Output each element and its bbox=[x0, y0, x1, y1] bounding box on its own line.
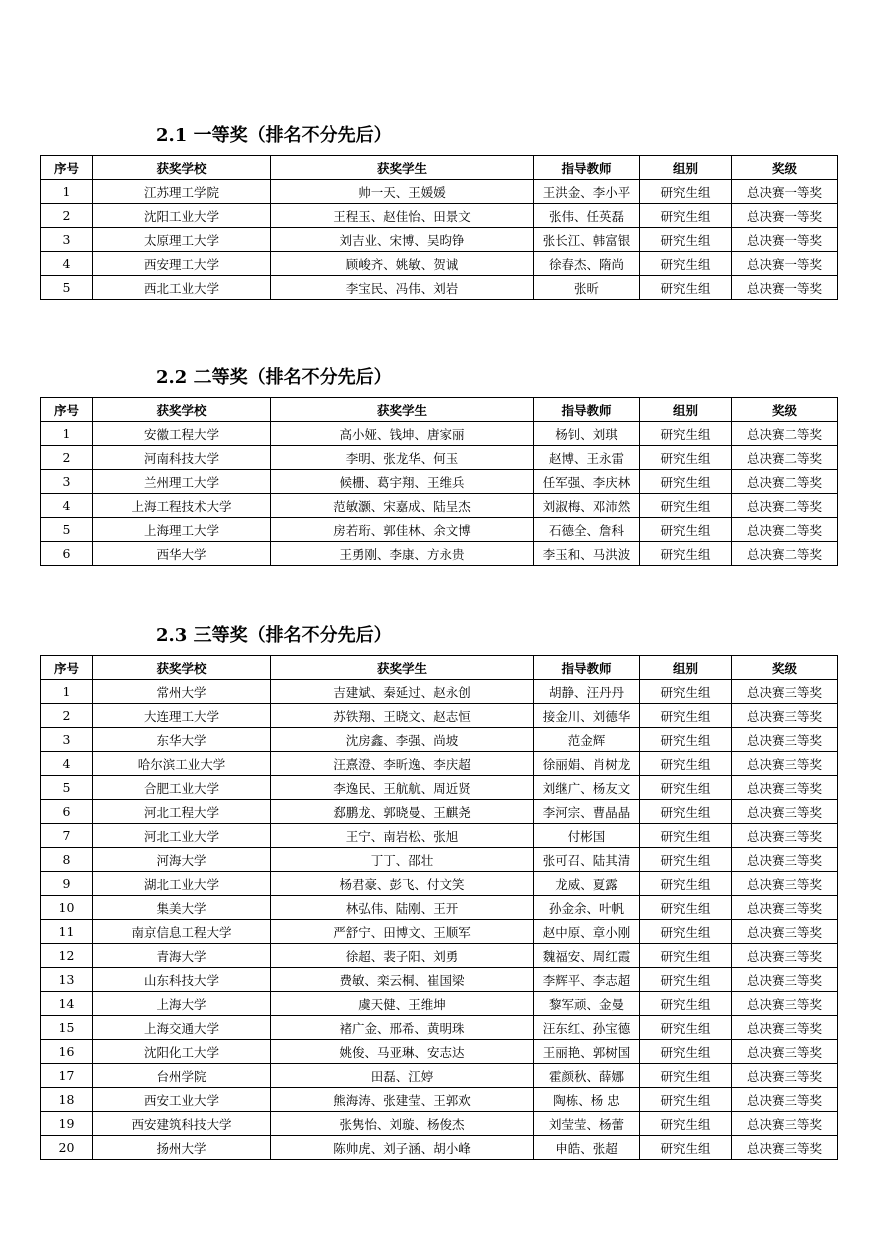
cell-group: 研究生组 bbox=[640, 252, 732, 276]
cell-seq: 2 bbox=[41, 704, 93, 728]
table-row bbox=[41, 896, 838, 920]
cell-group: 研究生组 bbox=[640, 1016, 732, 1040]
cell-advisors: 任军强、李庆林 bbox=[534, 470, 640, 494]
cell-school: 哈尔滨工业大学 bbox=[93, 752, 271, 776]
cell-advisors: 赵中原、章小刚 bbox=[534, 920, 640, 944]
cell-students: 郄鹏龙、郭晓曼、王麒尧 bbox=[271, 800, 534, 824]
table-header-row bbox=[41, 156, 838, 180]
cell-group: 研究生组 bbox=[640, 1040, 732, 1064]
cell-school: 河南科技大学 bbox=[93, 446, 271, 470]
table-row bbox=[41, 180, 838, 204]
cell-advisors: 付彬国 bbox=[534, 824, 640, 848]
table-row bbox=[41, 680, 838, 704]
cell-school: 上海工程技术大学 bbox=[93, 494, 271, 518]
table-row bbox=[41, 728, 838, 752]
column-header-students: 获奖学生 bbox=[271, 156, 534, 180]
cell-students: 李明、张龙华、何玉 bbox=[271, 446, 534, 470]
cell-students: 房若珩、郭佳林、余文博 bbox=[271, 518, 534, 542]
cell-advisors: 王洪金、李小平 bbox=[534, 180, 640, 204]
cell-advisors: 张可召、陆其清 bbox=[534, 848, 640, 872]
cell-school: 河北工业大学 bbox=[93, 824, 271, 848]
cell-award: 总决赛三等奖 bbox=[732, 728, 838, 752]
cell-students: 汪熹澄、李昕逸、李庆超 bbox=[271, 752, 534, 776]
column-header-students: 获奖学生 bbox=[271, 398, 534, 422]
cell-school: 安徽工程大学 bbox=[93, 422, 271, 446]
cell-group: 研究生组 bbox=[640, 542, 732, 566]
cell-advisors: 徐丽娟、肖树龙 bbox=[534, 752, 640, 776]
table-row bbox=[41, 776, 838, 800]
cell-group: 研究生组 bbox=[640, 968, 732, 992]
cell-award: 总决赛一等奖 bbox=[732, 276, 838, 300]
cell-seq: 14 bbox=[41, 992, 93, 1016]
cell-students: 沈房鑫、李强、尚坡 bbox=[271, 728, 534, 752]
cell-award: 总决赛三等奖 bbox=[732, 920, 838, 944]
cell-students: 严舒宁、田博文、王顺军 bbox=[271, 920, 534, 944]
cell-seq: 3 bbox=[41, 228, 93, 252]
cell-award: 总决赛三等奖 bbox=[732, 752, 838, 776]
cell-students: 候栅、葛宇翔、王维兵 bbox=[271, 470, 534, 494]
table-row bbox=[41, 944, 838, 968]
cell-group: 研究生组 bbox=[640, 704, 732, 728]
cell-group: 研究生组 bbox=[640, 752, 732, 776]
cell-seq: 7 bbox=[41, 824, 93, 848]
section-title: 2.3 三等奖（排名不分先后） bbox=[156, 625, 392, 646]
cell-advisors: 范金辉 bbox=[534, 728, 640, 752]
cell-advisors: 汪东红、孙宝德 bbox=[534, 1016, 640, 1040]
cell-seq: 2 bbox=[41, 204, 93, 228]
cell-advisors: 刘莹莹、杨蕾 bbox=[534, 1112, 640, 1136]
cell-advisors: 徐春杰、隋尚 bbox=[534, 252, 640, 276]
cell-award: 总决赛三等奖 bbox=[732, 968, 838, 992]
cell-seq: 4 bbox=[41, 252, 93, 276]
cell-award: 总决赛二等奖 bbox=[732, 542, 838, 566]
cell-students: 张隽怡、刘璇、杨俊杰 bbox=[271, 1112, 534, 1136]
cell-group: 研究生组 bbox=[640, 992, 732, 1016]
cell-students: 吉建斌、秦延过、赵永创 bbox=[271, 680, 534, 704]
table-row bbox=[41, 992, 838, 1016]
cell-award: 总决赛一等奖 bbox=[732, 204, 838, 228]
award-table bbox=[40, 655, 838, 1160]
cell-seq: 18 bbox=[41, 1088, 93, 1112]
cell-students: 刘吉业、宋博、吴昀铮 bbox=[271, 228, 534, 252]
cell-seq: 8 bbox=[41, 848, 93, 872]
cell-students: 苏铁翔、王晓文、赵志恒 bbox=[271, 704, 534, 728]
cell-group: 研究生组 bbox=[640, 872, 732, 896]
cell-advisors: 申皓、张超 bbox=[534, 1136, 640, 1160]
table-row bbox=[41, 1136, 838, 1160]
cell-advisors: 张昕 bbox=[534, 276, 640, 300]
table-row bbox=[41, 920, 838, 944]
cell-students: 褚广金、邢希、黄明珠 bbox=[271, 1016, 534, 1040]
cell-advisors: 李玉和、马洪波 bbox=[534, 542, 640, 566]
cell-group: 研究生组 bbox=[640, 204, 732, 228]
cell-school: 湖北工业大学 bbox=[93, 872, 271, 896]
cell-seq: 9 bbox=[41, 872, 93, 896]
table-header-row bbox=[41, 656, 838, 680]
award-table bbox=[40, 397, 838, 566]
cell-students: 高小娅、钱坤、唐家丽 bbox=[271, 422, 534, 446]
cell-students: 丁丁、邵壮 bbox=[271, 848, 534, 872]
table-row bbox=[41, 1040, 838, 1064]
table-row bbox=[41, 422, 838, 446]
column-header-advisors: 指导教师 bbox=[534, 398, 640, 422]
cell-seq: 3 bbox=[41, 470, 93, 494]
section-title: 2.2 二等奖（排名不分先后） bbox=[156, 367, 392, 388]
cell-advisors: 刘继广、杨友文 bbox=[534, 776, 640, 800]
cell-advisors: 张长江、韩富银 bbox=[534, 228, 640, 252]
table-row bbox=[41, 204, 838, 228]
cell-group: 研究生组 bbox=[640, 1112, 732, 1136]
cell-group: 研究生组 bbox=[640, 728, 732, 752]
table-row bbox=[41, 542, 838, 566]
cell-advisors: 霍颜秋、薛娜 bbox=[534, 1064, 640, 1088]
cell-group: 研究生组 bbox=[640, 470, 732, 494]
column-header-school: 获奖学校 bbox=[93, 398, 271, 422]
cell-students: 王勇刚、李康、方永贵 bbox=[271, 542, 534, 566]
cell-award: 总决赛二等奖 bbox=[732, 422, 838, 446]
cell-advisors: 龙威、夏露 bbox=[534, 872, 640, 896]
cell-seq: 1 bbox=[41, 422, 93, 446]
cell-award: 总决赛二等奖 bbox=[732, 518, 838, 542]
cell-school: 南京信息工程大学 bbox=[93, 920, 271, 944]
cell-advisors: 杨钊、刘琪 bbox=[534, 422, 640, 446]
column-header-students: 获奖学生 bbox=[271, 656, 534, 680]
table-row bbox=[41, 872, 838, 896]
cell-group: 研究生组 bbox=[640, 518, 732, 542]
cell-group: 研究生组 bbox=[640, 800, 732, 824]
cell-students: 姚俊、马亚琳、安志达 bbox=[271, 1040, 534, 1064]
cell-seq: 6 bbox=[41, 800, 93, 824]
cell-school: 西北工业大学 bbox=[93, 276, 271, 300]
cell-school: 兰州理工大学 bbox=[93, 470, 271, 494]
cell-students: 熊海涛、张建莹、王郭欢 bbox=[271, 1088, 534, 1112]
cell-group: 研究生组 bbox=[640, 276, 732, 300]
cell-award: 总决赛三等奖 bbox=[732, 1016, 838, 1040]
cell-seq: 1 bbox=[41, 180, 93, 204]
table-header-row bbox=[41, 398, 838, 422]
cell-group: 研究生组 bbox=[640, 446, 732, 470]
cell-group: 研究生组 bbox=[640, 494, 732, 518]
cell-award: 总决赛三等奖 bbox=[732, 776, 838, 800]
cell-award: 总决赛三等奖 bbox=[732, 944, 838, 968]
cell-advisors: 黎军顽、金曼 bbox=[534, 992, 640, 1016]
cell-group: 研究生组 bbox=[640, 422, 732, 446]
cell-seq: 17 bbox=[41, 1064, 93, 1088]
table-row bbox=[41, 276, 838, 300]
cell-students: 范敏灏、宋嘉成、陆呈杰 bbox=[271, 494, 534, 518]
cell-award: 总决赛三等奖 bbox=[732, 1136, 838, 1160]
column-header-award: 奖级 bbox=[732, 156, 838, 180]
cell-advisors: 刘淑梅、邓沛然 bbox=[534, 494, 640, 518]
cell-school: 河北工程大学 bbox=[93, 800, 271, 824]
cell-award: 总决赛一等奖 bbox=[732, 252, 838, 276]
column-header-school: 获奖学校 bbox=[93, 656, 271, 680]
column-header-group: 组别 bbox=[640, 398, 732, 422]
cell-school: 扬州大学 bbox=[93, 1136, 271, 1160]
cell-seq: 15 bbox=[41, 1016, 93, 1040]
table-row bbox=[41, 446, 838, 470]
column-header-seq: 序号 bbox=[41, 156, 93, 180]
cell-students: 李逸民、王航航、周近贤 bbox=[271, 776, 534, 800]
table-row bbox=[41, 252, 838, 276]
table-row bbox=[41, 968, 838, 992]
cell-award: 总决赛三等奖 bbox=[732, 872, 838, 896]
cell-award: 总决赛三等奖 bbox=[732, 704, 838, 728]
column-header-seq: 序号 bbox=[41, 398, 93, 422]
cell-school: 沈阳工业大学 bbox=[93, 204, 271, 228]
cell-school: 上海理工大学 bbox=[93, 518, 271, 542]
table-row bbox=[41, 824, 838, 848]
section-title: 2.1 一等奖（排名不分先后） bbox=[156, 125, 392, 146]
table-row bbox=[41, 704, 838, 728]
cell-award: 总决赛三等奖 bbox=[732, 824, 838, 848]
cell-school: 大连理工大学 bbox=[93, 704, 271, 728]
cell-advisors: 赵博、王永雷 bbox=[534, 446, 640, 470]
cell-award: 总决赛一等奖 bbox=[732, 180, 838, 204]
cell-group: 研究生组 bbox=[640, 1088, 732, 1112]
cell-school: 青海大学 bbox=[93, 944, 271, 968]
table-row bbox=[41, 1064, 838, 1088]
cell-award: 总决赛二等奖 bbox=[732, 446, 838, 470]
table-row bbox=[41, 752, 838, 776]
cell-award: 总决赛二等奖 bbox=[732, 494, 838, 518]
cell-advisors: 李河宗、曹晶晶 bbox=[534, 800, 640, 824]
cell-group: 研究生组 bbox=[640, 944, 732, 968]
column-header-advisors: 指导教师 bbox=[534, 656, 640, 680]
cell-school: 西安建筑科技大学 bbox=[93, 1112, 271, 1136]
cell-advisors: 魏福安、周红霞 bbox=[534, 944, 640, 968]
cell-school: 山东科技大学 bbox=[93, 968, 271, 992]
cell-advisors: 孙金余、叶帆 bbox=[534, 896, 640, 920]
cell-advisors: 王丽艳、郭树国 bbox=[534, 1040, 640, 1064]
column-header-award: 奖级 bbox=[732, 398, 838, 422]
cell-school: 东华大学 bbox=[93, 728, 271, 752]
table-row bbox=[41, 1088, 838, 1112]
cell-seq: 10 bbox=[41, 896, 93, 920]
cell-award: 总决赛三等奖 bbox=[732, 1040, 838, 1064]
table-row bbox=[41, 228, 838, 252]
table-row bbox=[41, 800, 838, 824]
cell-award: 总决赛三等奖 bbox=[732, 896, 838, 920]
column-header-award: 奖级 bbox=[732, 656, 838, 680]
cell-group: 研究生组 bbox=[640, 920, 732, 944]
cell-students: 田磊、江婷 bbox=[271, 1064, 534, 1088]
cell-school: 太原理工大学 bbox=[93, 228, 271, 252]
cell-group: 研究生组 bbox=[640, 896, 732, 920]
cell-advisors: 胡静、汪丹丹 bbox=[534, 680, 640, 704]
cell-seq: 5 bbox=[41, 518, 93, 542]
table-row bbox=[41, 1016, 838, 1040]
cell-students: 李宝民、冯伟、刘岩 bbox=[271, 276, 534, 300]
cell-school: 沈阳化工大学 bbox=[93, 1040, 271, 1064]
cell-seq: 5 bbox=[41, 276, 93, 300]
cell-seq: 20 bbox=[41, 1136, 93, 1160]
column-header-advisors: 指导教师 bbox=[534, 156, 640, 180]
cell-seq: 4 bbox=[41, 752, 93, 776]
cell-seq: 11 bbox=[41, 920, 93, 944]
column-header-group: 组别 bbox=[640, 656, 732, 680]
cell-school: 台州学院 bbox=[93, 1064, 271, 1088]
cell-seq: 19 bbox=[41, 1112, 93, 1136]
cell-school: 合肥工业大学 bbox=[93, 776, 271, 800]
table-row bbox=[41, 470, 838, 494]
table-row bbox=[41, 518, 838, 542]
cell-students: 王宁、南岩松、张旭 bbox=[271, 824, 534, 848]
cell-students: 费敏、栾云桐、崔国梁 bbox=[271, 968, 534, 992]
cell-group: 研究生组 bbox=[640, 1064, 732, 1088]
section-third-prize bbox=[40, 617, 837, 1160]
cell-students: 顾峻齐、姚敏、贺诚 bbox=[271, 252, 534, 276]
section-first-prize bbox=[40, 117, 837, 300]
cell-seq: 2 bbox=[41, 446, 93, 470]
cell-students: 王程玉、赵佳怡、田景文 bbox=[271, 204, 534, 228]
column-header-group: 组别 bbox=[640, 156, 732, 180]
cell-seq: 3 bbox=[41, 728, 93, 752]
cell-advisors: 接金川、刘德华 bbox=[534, 704, 640, 728]
cell-group: 研究生组 bbox=[640, 1136, 732, 1160]
cell-school: 常州大学 bbox=[93, 680, 271, 704]
cell-advisors: 陶栋、杨 忠 bbox=[534, 1088, 640, 1112]
cell-school: 上海交通大学 bbox=[93, 1016, 271, 1040]
cell-group: 研究生组 bbox=[640, 848, 732, 872]
table-row bbox=[41, 848, 838, 872]
cell-group: 研究生组 bbox=[640, 824, 732, 848]
cell-award: 总决赛三等奖 bbox=[732, 1064, 838, 1088]
cell-seq: 5 bbox=[41, 776, 93, 800]
cell-students: 虞天健、王维坤 bbox=[271, 992, 534, 1016]
section-second-prize bbox=[40, 359, 837, 566]
cell-group: 研究生组 bbox=[640, 180, 732, 204]
award-table bbox=[40, 155, 838, 300]
cell-seq: 4 bbox=[41, 494, 93, 518]
cell-students: 林弘伟、陆刚、王开 bbox=[271, 896, 534, 920]
cell-award: 总决赛三等奖 bbox=[732, 800, 838, 824]
cell-group: 研究生组 bbox=[640, 228, 732, 252]
cell-award: 总决赛三等奖 bbox=[732, 848, 838, 872]
cell-advisors: 张伟、任英磊 bbox=[534, 204, 640, 228]
cell-award: 总决赛一等奖 bbox=[732, 228, 838, 252]
cell-school: 江苏理工学院 bbox=[93, 180, 271, 204]
cell-school: 西华大学 bbox=[93, 542, 271, 566]
cell-school: 集美大学 bbox=[93, 896, 271, 920]
cell-award: 总决赛三等奖 bbox=[732, 992, 838, 1016]
column-header-school: 获奖学校 bbox=[93, 156, 271, 180]
cell-school: 西安理工大学 bbox=[93, 252, 271, 276]
cell-seq: 1 bbox=[41, 680, 93, 704]
cell-school: 上海大学 bbox=[93, 992, 271, 1016]
cell-school: 河海大学 bbox=[93, 848, 271, 872]
cell-seq: 13 bbox=[41, 968, 93, 992]
cell-award: 总决赛三等奖 bbox=[732, 1088, 838, 1112]
cell-students: 陈帅虎、刘子涵、胡小峰 bbox=[271, 1136, 534, 1160]
table-row bbox=[41, 494, 838, 518]
cell-advisors: 石德全、詹科 bbox=[534, 518, 640, 542]
cell-advisors: 李辉平、李志超 bbox=[534, 968, 640, 992]
cell-group: 研究生组 bbox=[640, 776, 732, 800]
cell-seq: 12 bbox=[41, 944, 93, 968]
column-header-seq: 序号 bbox=[41, 656, 93, 680]
cell-group: 研究生组 bbox=[640, 680, 732, 704]
table-row bbox=[41, 1112, 838, 1136]
cell-award: 总决赛三等奖 bbox=[732, 680, 838, 704]
cell-school: 西安工业大学 bbox=[93, 1088, 271, 1112]
cell-award: 总决赛二等奖 bbox=[732, 470, 838, 494]
cell-students: 杨君豪、彭飞、付文笑 bbox=[271, 872, 534, 896]
cell-award: 总决赛三等奖 bbox=[732, 1112, 838, 1136]
cell-students: 帅一天、王媛媛 bbox=[271, 180, 534, 204]
cell-seq: 16 bbox=[41, 1040, 93, 1064]
cell-seq: 6 bbox=[41, 542, 93, 566]
cell-students: 徐超、裴子阳、刘勇 bbox=[271, 944, 534, 968]
